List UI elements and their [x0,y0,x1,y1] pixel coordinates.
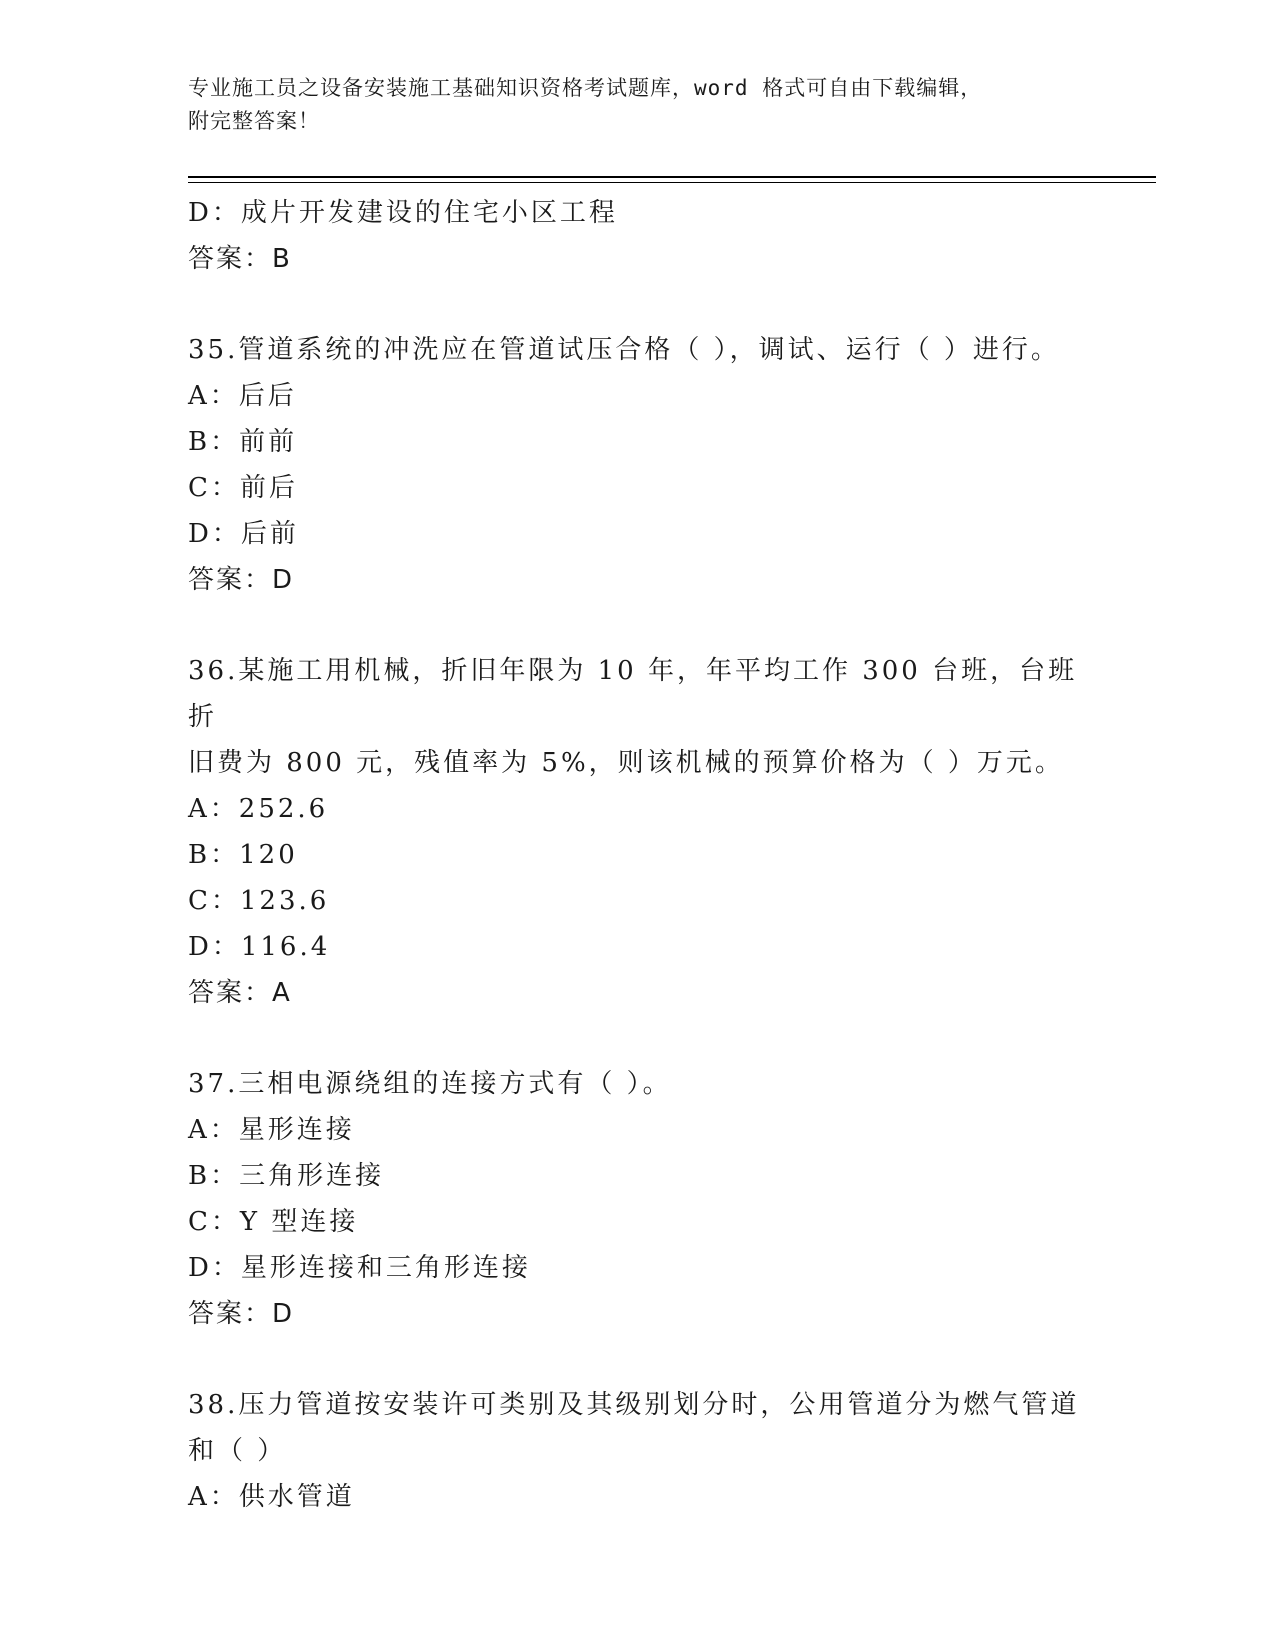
option-b: B：120 [188,840,298,870]
question-36 [188,648,1108,1016]
option-d: D：116.4 [188,932,331,962]
question-stem-line-1: 36.某施工用机械，折旧年限为 10 年，年平均工作 300 台班，台班折 [188,656,1078,732]
option-a: A：供水管道 [188,1482,355,1512]
question-stem-line-1: 38.压力管道按安装许可类别及其级别划分时，公用管道分为燃气管道 [188,1390,1080,1420]
option-b: B：三角形连接 [188,1161,385,1191]
option-a: A：后后 [188,381,297,411]
header-divider-thick [188,176,1156,178]
question-stem: 37.三相电源绕组的连接方式有（ ）。 [188,1069,672,1099]
question-content [188,190,1108,1520]
spacer [188,603,1108,648]
answer: 答案：D [188,1299,295,1329]
answer: 答案：B [188,244,292,274]
spacer [188,282,1108,327]
spacer [188,1337,1108,1382]
question-38 [188,1382,1108,1520]
option-a: A：252.6 [188,794,329,824]
option-a: A：星形连接 [188,1115,355,1145]
spacer [188,1016,1108,1061]
header-line-1: 专业施工员之设备安装施工基础知识资格考试题库，word 格式可自由下载编辑， [188,76,983,100]
option-b: B：前前 [188,427,298,457]
question-stem: 35.管道系统的冲洗应在管道试压合格（ ），调试、运行（ ）进行。 [188,335,1060,365]
option-c: C：123.6 [188,886,330,916]
question-35 [188,327,1108,603]
previous-question-tail [188,190,1108,282]
answer: 答案：A [188,978,292,1008]
option-d: D：后前 [188,519,299,549]
option-d: D：成片开发建设的住宅小区工程 [188,198,618,228]
header-line-2: 附完整答案！ [188,109,320,133]
question-37 [188,1061,1108,1337]
header-divider-thin [188,182,1156,183]
option-c: C：前后 [188,473,298,503]
answer: 答案：D [188,565,295,595]
question-stem-line-2: 和（ ） [188,1436,287,1466]
option-c: C：Y 型连接 [188,1207,359,1237]
option-d: D：星形连接和三角形连接 [188,1253,531,1283]
question-stem-line-2: 旧费为 800 元，残值率为 5%，则该机械的预算价格为（ ）万元。 [188,748,1064,778]
page-header [188,72,1068,138]
